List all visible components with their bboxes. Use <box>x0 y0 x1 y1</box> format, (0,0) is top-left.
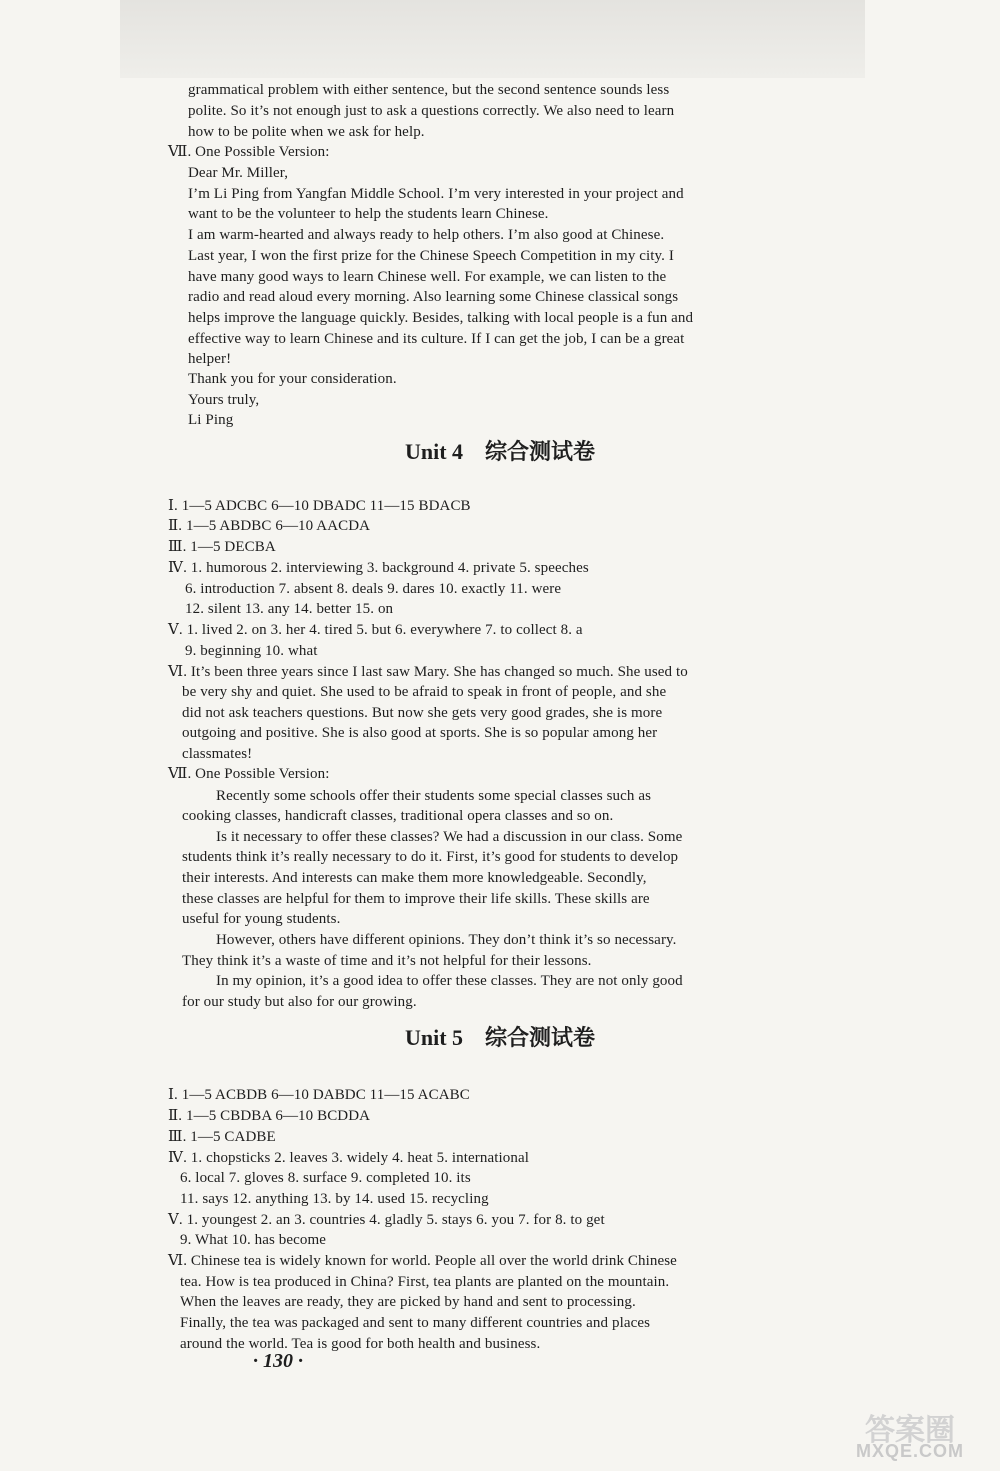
unit4-line: outgoing and positive. She is also good at sports. She is so popular among her <box>182 725 658 741</box>
unit4-line: 6. introduction 7. absent 8. deals 9. dares 10. exactly 11. were <box>185 581 562 597</box>
unit4-heading <box>0 438 1000 466</box>
unit4-line: Ⅱ. 1—5 ABDBC 6—10 AACDA <box>168 518 371 534</box>
watermark-text-bottom: MXQE.COM <box>855 1441 964 1461</box>
scan-shading <box>120 0 865 78</box>
unit4-line: classmates! <box>182 746 253 762</box>
unit4-line: Recently some schools offer their students some special classes such as <box>216 788 652 804</box>
unit5-line: 6. local 7. gloves 8. surface 9. completed 10. its <box>180 1170 471 1186</box>
unit4-line: Ⅰ. 1—5 ADCBC 6—10 DBADC 11—15 BDACB <box>168 498 471 514</box>
letter-line: Ⅶ. One Possible Version: <box>168 144 330 160</box>
letter-line: Li Ping <box>188 412 234 428</box>
unit4-line: Ⅲ. 1—5 DECBA <box>168 539 276 555</box>
unit5-line: Ⅳ. 1. chopsticks 2. leaves 3. widely 4. heat 5. international <box>168 1150 530 1166</box>
unit4-line: cooking classes, handicraft classes, traditional opera classes and so on. <box>182 808 614 824</box>
unit4-title: Unit 4 <box>404 439 464 464</box>
unit5-line: Finally, the tea was packaged and sent to many different countries and places <box>180 1315 651 1331</box>
unit4-line: However, others have different opinions. They don’t think it’s so necessary. <box>216 932 677 948</box>
letter-line: Thank you for your consideration. <box>188 371 397 387</box>
watermark-logo <box>825 1405 995 1467</box>
unit5-line: Ⅴ. 1. youngest 2. an 3. countries 4. gladly 5. stays 6. you 7. for 8. to get <box>168 1212 605 1228</box>
unit5-line: tea. How is tea produced in China? First, tea plants are planted on the mountain. <box>180 1274 670 1290</box>
letter-line: helps improve the language quickly. Besides, talking with local people is a fun and <box>188 310 694 326</box>
unit5-line: Ⅲ. 1—5 CADBE <box>168 1129 276 1145</box>
unit5-line: around the world. Tea is good for both health and business. <box>180 1336 541 1352</box>
unit5-line: When the leaves are ready, they are picked by hand and sent to processing. <box>180 1294 636 1310</box>
unit4-line: Ⅴ. 1. lived 2. on 3. her 4. tired 5. but 6. everywhere 7. to collect 8. a <box>168 622 583 638</box>
letter-line: Last year, I won the first prize for the Chinese Speech Competition in my city. I <box>188 248 674 264</box>
unit4-line: Ⅵ. It’s been three years since I last saw Mary. She has changed so much. She used to <box>168 664 688 680</box>
unit5-line: Ⅵ. Chinese tea is widely known for world. People all over the world drink Chinese <box>168 1253 677 1269</box>
letter-line: effective way to learn Chinese and its culture. If I can get the job, I can be a great <box>188 331 685 347</box>
unit4-line: their interests. And interests can make them more knowledgeable. Secondly, <box>182 870 647 886</box>
unit4-line: Is it necessary to offer these classes? We had a discussion in our class. Some <box>216 829 683 845</box>
unit4-line: did not ask teachers questions. But now she gets very good grades, she is more <box>182 705 663 721</box>
watermark-text-top: 答案圈 <box>865 1413 955 1448</box>
unit4-line: students think it’s really necessary to do it. First, it’s good for students to develop <box>182 849 679 865</box>
letter-line: have many good ways to learn Chinese well. For example, we can listen to the <box>188 269 667 285</box>
unit4-line: for our study but also for our growing. <box>182 994 417 1010</box>
unit5-subtitle: 综合测试卷 <box>485 1025 596 1050</box>
unit4-subtitle: 综合测试卷 <box>485 439 596 464</box>
unit5-title: Unit 5 <box>404 1025 464 1050</box>
letter-line: Yours truly, <box>188 392 260 408</box>
unit4-line: Ⅶ. One Possible Version: <box>168 766 330 782</box>
unit5-heading <box>0 1024 1000 1052</box>
unit4-line: They think it’s a waste of time and it’s not helpful for their lessons. <box>182 953 592 969</box>
page-number: · 130 · <box>253 1350 303 1372</box>
unit5-line: Ⅰ. 1—5 ACBDB 6—10 DABDC 11—15 ACABC <box>168 1087 470 1103</box>
unit4-line: be very shy and quiet. She used to be afraid to speak in front of people, and she <box>182 684 667 700</box>
unit4-line: In my opinion, it’s a good idea to offer these classes. They are not only good <box>216 973 683 989</box>
letter-line: how to be polite when we ask for help. <box>188 124 425 140</box>
letter-line: I am warm-hearted and always ready to help others. I’m also good at Chinese. <box>188 227 665 243</box>
unit5-line: Ⅱ. 1—5 CBDBA 6—10 BCDDA <box>168 1108 371 1124</box>
letter-line: helper! <box>188 351 232 367</box>
unit4-line: these classes are helpful for them to improve their life skills. These skills are <box>182 891 650 907</box>
unit4-line: Ⅳ. 1. humorous 2. interviewing 3. background 4. private 5. speeches <box>168 560 589 576</box>
letter-line: grammatical problem with either sentence, but the second sentence sounds less <box>188 82 670 98</box>
letter-line: Dear Mr. Miller, <box>188 165 289 181</box>
unit4-line: 9. beginning 10. what <box>185 643 318 659</box>
letter-line: want to be the volunteer to help the students learn Chinese. <box>188 206 549 222</box>
unit5-line: 9. What 10. has become <box>180 1232 327 1248</box>
letter-line: radio and read aloud every morning. Also learning some Chinese classical songs <box>188 289 679 305</box>
unit4-line: 12. silent 13. any 14. better 15. on <box>185 601 394 617</box>
letter-line: polite. So it’s not enough just to ask a questions correctly. We also need to learn <box>188 103 675 119</box>
letter-line: I’m Li Ping from Yangfan Middle School. I’m very interested in your project and <box>188 186 684 202</box>
unit5-line: 11. says 12. anything 13. by 14. used 15. recycling <box>180 1191 489 1207</box>
unit4-line: useful for young students. <box>182 911 341 927</box>
